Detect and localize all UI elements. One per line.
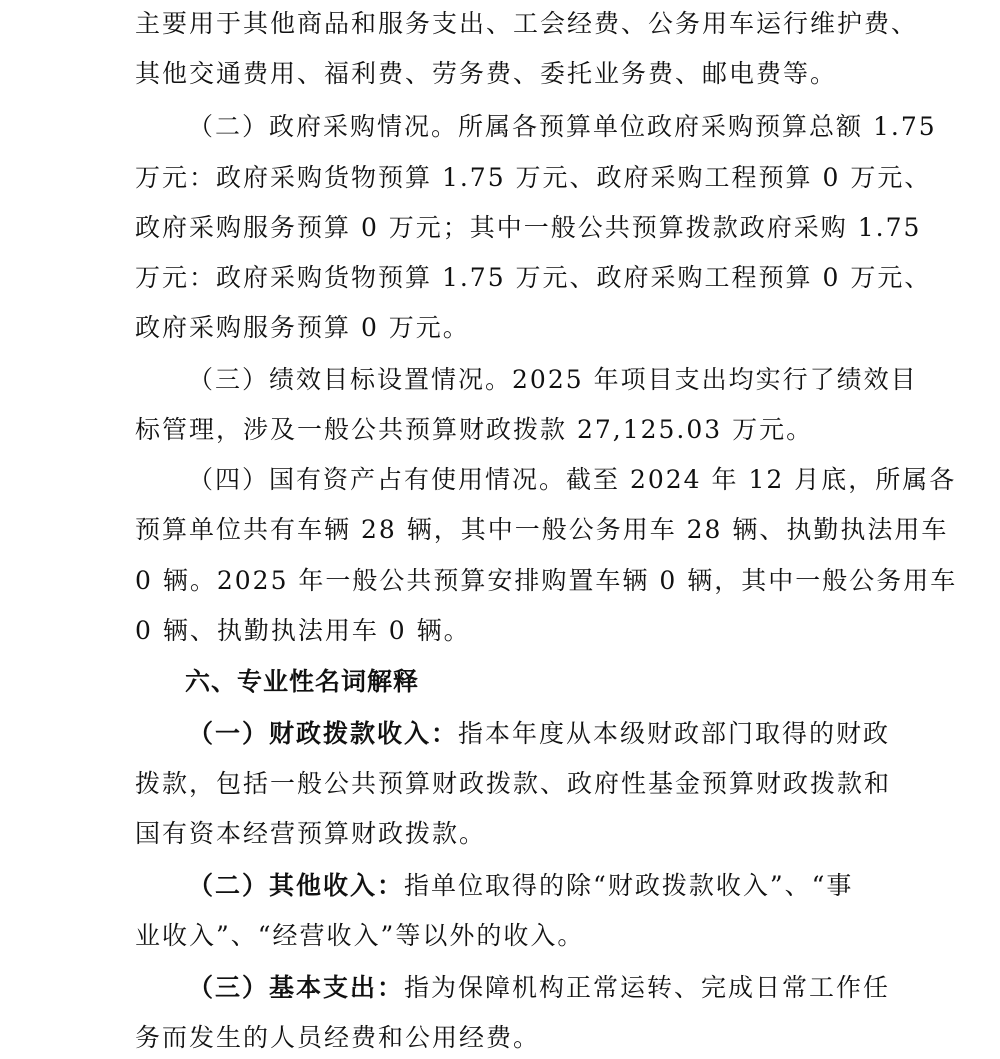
paragraph-line: 拨款，包括一般公共预算财政拨款、政府性基金预算财政拨款和 (135, 769, 892, 798)
paragraph-line: 标管理，涉及一般公共预算财政拨款 27,125.03 万元。 (135, 415, 814, 444)
paragraph-text: 国有资产占有使用情况。截至 2024 年 12 月底，所属各 (269, 465, 957, 494)
section-heading: 六、专业性名词解释 (185, 667, 420, 696)
section-item-state-assets (188, 464, 956, 496)
definition-term: 基本支出： (269, 973, 405, 1002)
definition-basic-expenditure (188, 972, 890, 1004)
paragraph-line: 0 辆。2025 年一般公共预算安排购置车辆 0 辆，其中一般公务用车 (135, 566, 958, 595)
item-marker: （三） (188, 973, 270, 1002)
paragraph-line: 政府采购服务预算 0 万元。 (135, 313, 470, 342)
paragraph-line: 其他交通费用、福利费、劳务费、委托业务费、邮电费等。 (135, 59, 838, 88)
paragraph-text: 绩效目标设置情况。2025 年项目支出均实行了绩效目 (269, 365, 918, 394)
section-item-government-procurement (188, 111, 937, 143)
definition-term: 财政拨款收入： (269, 719, 459, 748)
paragraph-line: 万元：政府采购货物预算 1.75 万元、政府采购工程预算 0 万元、 (135, 163, 932, 192)
item-marker: （二） (188, 112, 270, 141)
definition-text: 指本年度从本级财政部门取得的财政 (458, 719, 891, 748)
item-marker: （二） (188, 871, 270, 900)
definition-term: 其他收入： (269, 871, 405, 900)
paragraph-line: 国有资本经营预算财政拨款。 (135, 819, 487, 848)
definition-fiscal-appropriation-income (188, 718, 890, 750)
item-marker: （一） (188, 719, 270, 748)
definition-text: 指为保障机构正常运转、完成日常工作任 (404, 973, 891, 1002)
paragraph-line: 务而发生的人员经费和公用经费。 (135, 1023, 541, 1052)
paragraph-line: 主要用于其他商品和服务支出、工会经费、公务用车运行维护费、 (135, 9, 919, 38)
paragraph-line: 业收入”、“经营收入”等以外的收入。 (135, 921, 585, 950)
section-item-performance-targets (188, 364, 918, 396)
paragraph-line: 预算单位共有车辆 28 辆，其中一般公务用车 28 辆、执勤执法用车 (135, 515, 949, 544)
definition-other-income (188, 870, 853, 902)
paragraph-line: 政府采购服务预算 0 万元；其中一般公共预算拨款政府采购 1.75 (135, 213, 922, 242)
definition-text: 指单位取得的除“财政拨款收入”、“事 (404, 871, 854, 900)
item-marker: （三） (188, 365, 270, 394)
paragraph-line: 0 辆、执勤执法用车 0 辆。 (135, 616, 471, 645)
paragraph-text: 政府采购情况。所属各预算单位政府采购预算总额 1.75 (269, 112, 937, 141)
paragraph-line: 万元：政府采购货物预算 1.75 万元、政府采购工程预算 0 万元、 (135, 263, 932, 292)
item-marker: （四） (188, 465, 270, 494)
